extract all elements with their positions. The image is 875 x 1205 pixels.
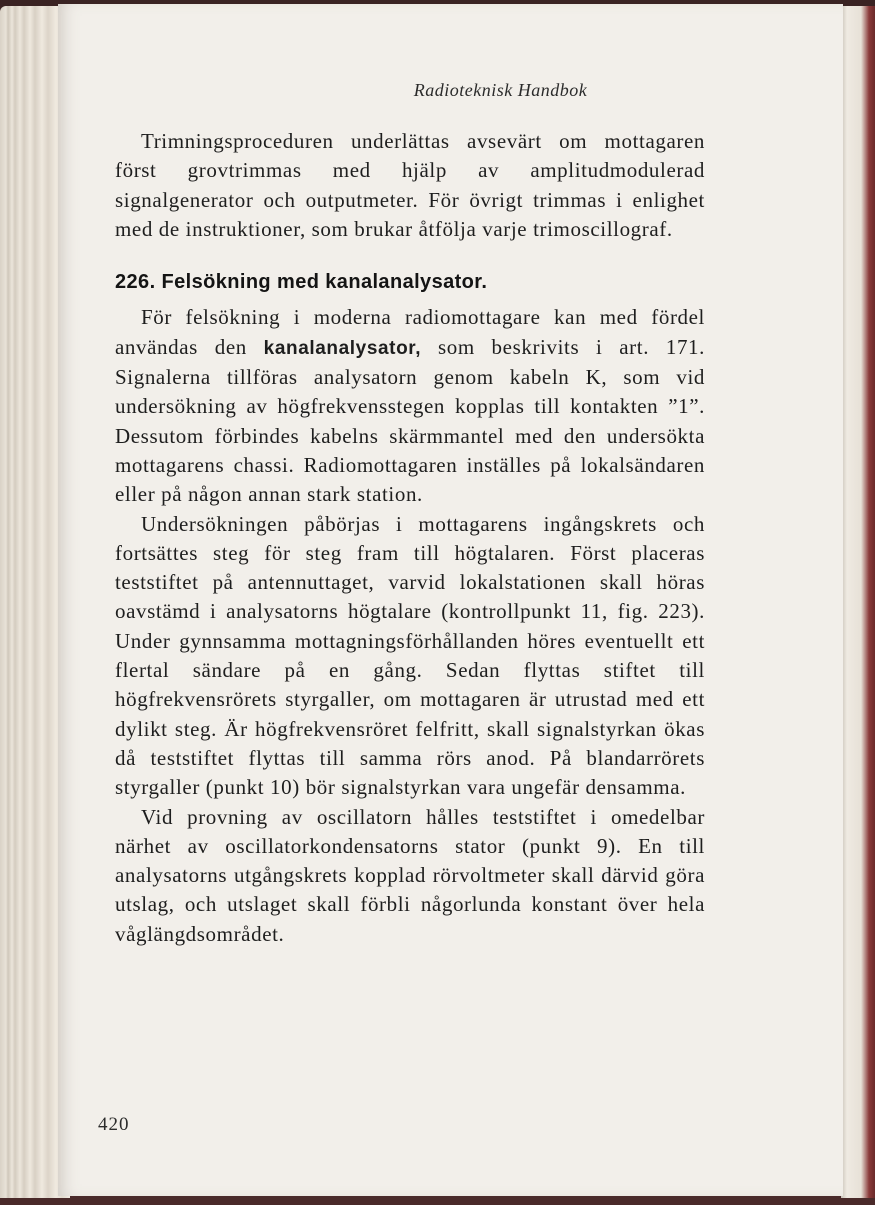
section-paragraph-2: Undersökningen påbörjas i mottagarens ingångskrets och fortsättes steg för steg fram till högtalaren. Först placeras teststiftet på antennuttaget, varvid lokalstationen skall höras oavstämd i analysatorns högtalare (kontrollpunkt 11, fig. 223). Under gynnsamma mottagningsförhållanden höres eventuellt ett flertal sändare på en gång. Sedan flyttas stiftet till högfrekvensrörets styrgaller, om mottagaren är utrustad med ett dylikt steg. Är högfrekvensröret felfritt, skall signalstyrkan ökas då teststiftet flyttas till samma rörs anod. På blandarrörets styrgaller (punkt 10) bör signalstyrkan vara ungefär densamma. bbox=[115, 511, 705, 800]
section-paragraph-1 bbox=[115, 303, 705, 509]
running-head: Radioteknisk Handbok bbox=[413, 80, 588, 100]
right-page-edge bbox=[841, 6, 875, 1198]
section-heading: 226. Felsökning med kanalanalysator. bbox=[115, 271, 488, 294]
bold-term-kanalanalysator: kanalanalysator, bbox=[263, 337, 422, 359]
page-number: 420 bbox=[98, 1114, 130, 1135]
paragraph-1-text-before: För felsökning i moderna radiomottagare kan med fördel användas den bbox=[115, 305, 705, 359]
body-text bbox=[115, 127, 705, 949]
section-paragraph-3: Vid provning av oscillatorn hålles teststiftet i omedelbar närhet av oscillatorkondensatorns stator (punkt 9). En till analysatorns utgångskrets kopplad rörvoltmeter skall därvid göra utslag, och utslaget skall förbli någorlunda konstant över hela våglängdsområdet. bbox=[115, 804, 705, 946]
paragraph-1-text-after: som beskrivits i art. 171. Signalerna tillföras analysatorn genom kabeln K, som vid undersökning av högfrekvensstegen kopplas till kontakten ”1”. Dessutom förbindes kabelns skärmmantel med den undersökta mottagarens chassi. Radiomottagaren inställes på lokalsändaren eller på någon annan stark station. bbox=[115, 334, 705, 507]
intro-paragraph: Trimningsproceduren underlättas avsevärt om mottagaren först grovtrimmas med hjälp av amplitudmodulerad signalgenerator och outputmeter. För övrigt trimmas i enlighet med de instruktioner, som brukar åtfölja varje trimoscillograf. bbox=[115, 129, 705, 241]
